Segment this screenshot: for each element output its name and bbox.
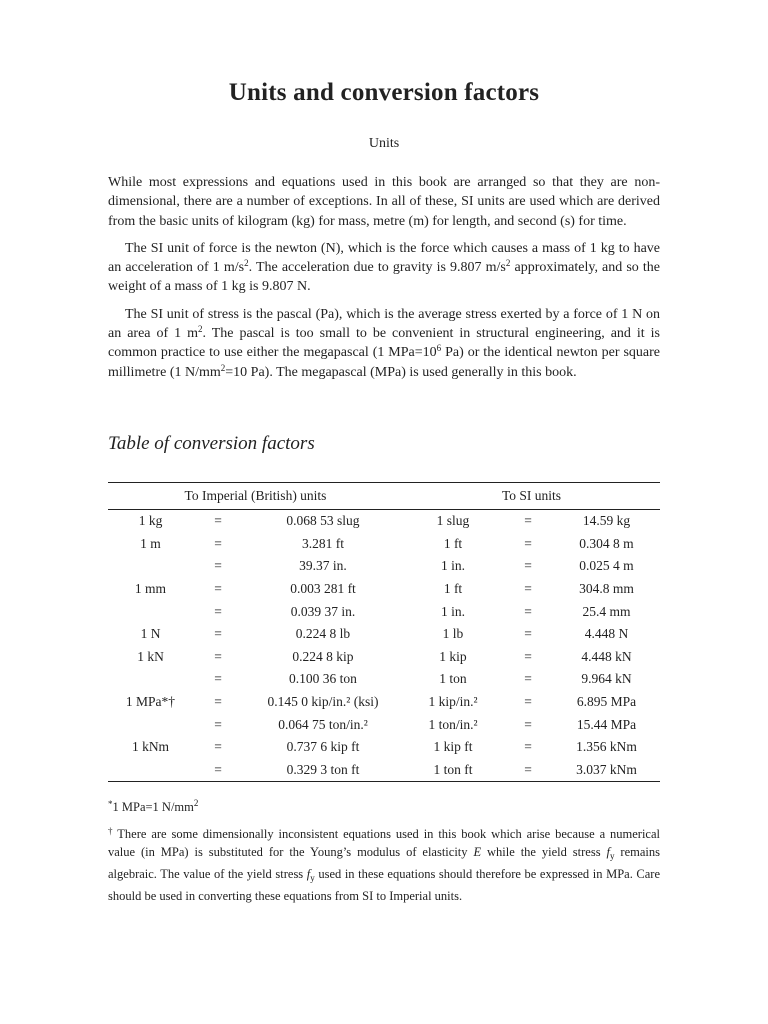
si-value: 0.025 4 m [579, 558, 634, 574]
table-row [108, 555, 660, 578]
text-run: The SI unit of stress is the pascal (Pa), which is the average stress exerted by a force of 1 N on an area of 1 m [108, 306, 660, 342]
table-row [108, 691, 660, 714]
body-text [108, 173, 660, 390]
si-value: 1.356 kNm [576, 739, 637, 755]
imperial-unit: 1 kN [137, 648, 164, 664]
equals-sign: = [214, 558, 222, 574]
table-row [108, 759, 660, 782]
superscript: 2 [193, 798, 199, 808]
footnote-symbol: * [108, 799, 113, 809]
imperial-value: 0.100 36 ton [289, 671, 357, 687]
imperial-unit [108, 668, 193, 691]
equals-sign: = [214, 535, 222, 551]
table-row [108, 646, 660, 669]
paragraph-3 [108, 305, 660, 382]
section-heading: Units [368, 136, 400, 151]
text-run: . The acceleration due to gravity is 9.807 m/s [248, 260, 506, 276]
table-row [108, 600, 660, 623]
superscript: 2 [220, 362, 226, 373]
equals-sign: = [524, 671, 532, 687]
imperial-unit: 1 N [140, 626, 161, 642]
imperial-value: 0.039 37 in. [290, 603, 356, 619]
symbol-f: f [606, 845, 610, 859]
imperial-value: 0.224 8 lb [295, 626, 351, 642]
text-run: approximately, and so the weight of a mass of 1 kg is 9.807 N. [108, 260, 661, 295]
imperial-value: 3.281 ft [302, 535, 344, 551]
table-row [108, 533, 660, 556]
imperial-unit: 1 m [140, 535, 161, 551]
si-value: 25.4 mm [582, 603, 631, 619]
imperial-unit [108, 713, 193, 736]
subscript: y [610, 851, 615, 861]
equals-sign: = [524, 648, 532, 664]
footnote-symbol: † [108, 826, 115, 836]
si-unit: 1 in. [440, 558, 465, 574]
imperial-unit [108, 759, 193, 782]
equals-sign: = [524, 694, 532, 710]
subscript: y [310, 873, 315, 883]
si-unit: 1 ton/in.² [428, 716, 478, 732]
equals-sign: = [524, 581, 532, 597]
symbol-e: E [473, 845, 482, 859]
equals-sign: = [214, 761, 222, 777]
equals-sign: = [214, 626, 222, 642]
imperial-value: 0.003 281 ft [290, 581, 356, 597]
equals-sign: = [524, 535, 532, 551]
si-unit: 1 ton [439, 671, 467, 687]
si-value: 6.895 MPa [576, 694, 637, 710]
equals-sign: = [214, 648, 222, 664]
table-header-row [108, 483, 660, 510]
imperial-value: 0.145 0 kip/in.² (ksi) [267, 694, 379, 710]
text-run: =10 Pa). The megapascal (MPa) is used generally in this book. [225, 364, 577, 380]
si-unit: 1 kip [439, 648, 467, 664]
equals-sign: = [214, 603, 222, 619]
imperial-value: 0.737 6 kip ft [286, 739, 360, 755]
footnotes [108, 795, 660, 905]
equals-sign: = [524, 603, 532, 619]
table-row [108, 713, 660, 736]
header-imperial: To Imperial (British) units [108, 483, 403, 510]
si-value: 304.8 mm [579, 581, 634, 597]
equals-sign: = [214, 581, 222, 597]
equals-sign: = [524, 626, 532, 642]
superscript: 2 [505, 258, 511, 269]
imperial-value: 0.064 75 ton/in.² [278, 716, 368, 732]
table-body [108, 510, 660, 782]
equals-sign: = [214, 671, 222, 687]
table-title: Table of conversion factors [108, 433, 315, 454]
equals-sign: = [214, 513, 222, 529]
si-value: 4.448 N [584, 626, 629, 642]
footnote-text: 1 MPa=1 N/mm [112, 800, 194, 814]
table-row [108, 578, 660, 601]
si-value: 4.448 kN [581, 648, 632, 664]
si-unit: 1 kip/in.² [428, 694, 478, 710]
si-unit: 1 ft [443, 581, 463, 597]
equals-sign: = [524, 761, 532, 777]
imperial-value: 0.068 53 slug [286, 513, 360, 529]
si-value: 9.964 kN [581, 671, 632, 687]
imperial-unit: 1 kg [138, 513, 163, 529]
text-run: used in these equations should therefore be expressed in MPa. Care should be used in converting these equations from SI to Imperial units. [108, 867, 660, 903]
paragraph-2 [108, 239, 660, 297]
imperial-unit: 1 mm [134, 581, 167, 597]
table-row [108, 668, 660, 691]
si-value: 3.037 kNm [576, 761, 637, 777]
imperial-unit [108, 600, 193, 623]
table-row [108, 736, 660, 759]
si-value: 14.59 kg [582, 513, 631, 529]
superscript: 6 [436, 343, 442, 354]
superscript: 2 [244, 258, 249, 269]
text-run: Pa) or the identical newton per square millimetre (1 N/mm [108, 345, 660, 380]
header-si: To SI units [403, 483, 660, 510]
si-unit: 1 lb [442, 626, 464, 642]
text-run: while the yield stress [481, 845, 607, 859]
si-value: 15.44 MPa [576, 716, 637, 732]
imperial-value: 39.37 in. [299, 558, 347, 574]
equals-sign: = [524, 513, 532, 529]
page-title: Units and conversion factors [228, 79, 540, 106]
footnote-1 [108, 795, 660, 816]
si-unit: 1 ton ft [433, 761, 473, 777]
table-row [108, 623, 660, 646]
equals-sign: = [524, 739, 532, 755]
si-unit: 1 ft [443, 535, 463, 551]
si-unit: 1 in. [440, 603, 465, 619]
si-unit: 1 kip ft [433, 739, 473, 755]
imperial-unit [108, 555, 193, 578]
equals-sign: = [524, 558, 532, 574]
conversion-table [108, 482, 660, 782]
imperial-unit: 1 kNm [131, 739, 170, 755]
table-row [108, 510, 660, 533]
equals-sign: = [214, 716, 222, 732]
symbol-f: f [306, 867, 311, 881]
imperial-value: 0.224 8 kip [292, 648, 354, 664]
equals-sign: = [214, 694, 222, 710]
text-run: . The pascal is too small to be convenient in structural engineering, and it is common practice to use either the megapascal (1 MPa=10 [108, 326, 660, 361]
text-run: The SI unit of force is the newton (N), which is the force which causes a mass of 1 kg to have an acceleration of 1 m/s [108, 240, 660, 276]
equals-sign: = [214, 739, 222, 755]
text-run: remains algebraic. The value of the yield stress [108, 845, 660, 881]
superscript: 2 [198, 324, 203, 335]
paragraph-1: While most expressions and equations used in this book are arranged so that they are non-dimensional, there are a number of exceptions. In all of these, SI units are used which are derived from the basic units of kilogram (kg) for mass, metre (m) for length, and second (s) for time. [108, 175, 660, 229]
imperial-value: 0.329 3 ton ft [286, 761, 360, 777]
si-value: 0.304 8 m [579, 535, 634, 551]
footnote-2 [108, 822, 660, 905]
si-unit: 1 slug [436, 513, 470, 529]
text-run: There are some dimensionally inconsistent equations used in this book which arise because a numerical value (in MPa) is substituted for the Young’s modulus of elasticity [108, 827, 660, 859]
equals-sign: = [524, 716, 532, 732]
imperial-unit: 1 MPa*† [125, 694, 176, 710]
